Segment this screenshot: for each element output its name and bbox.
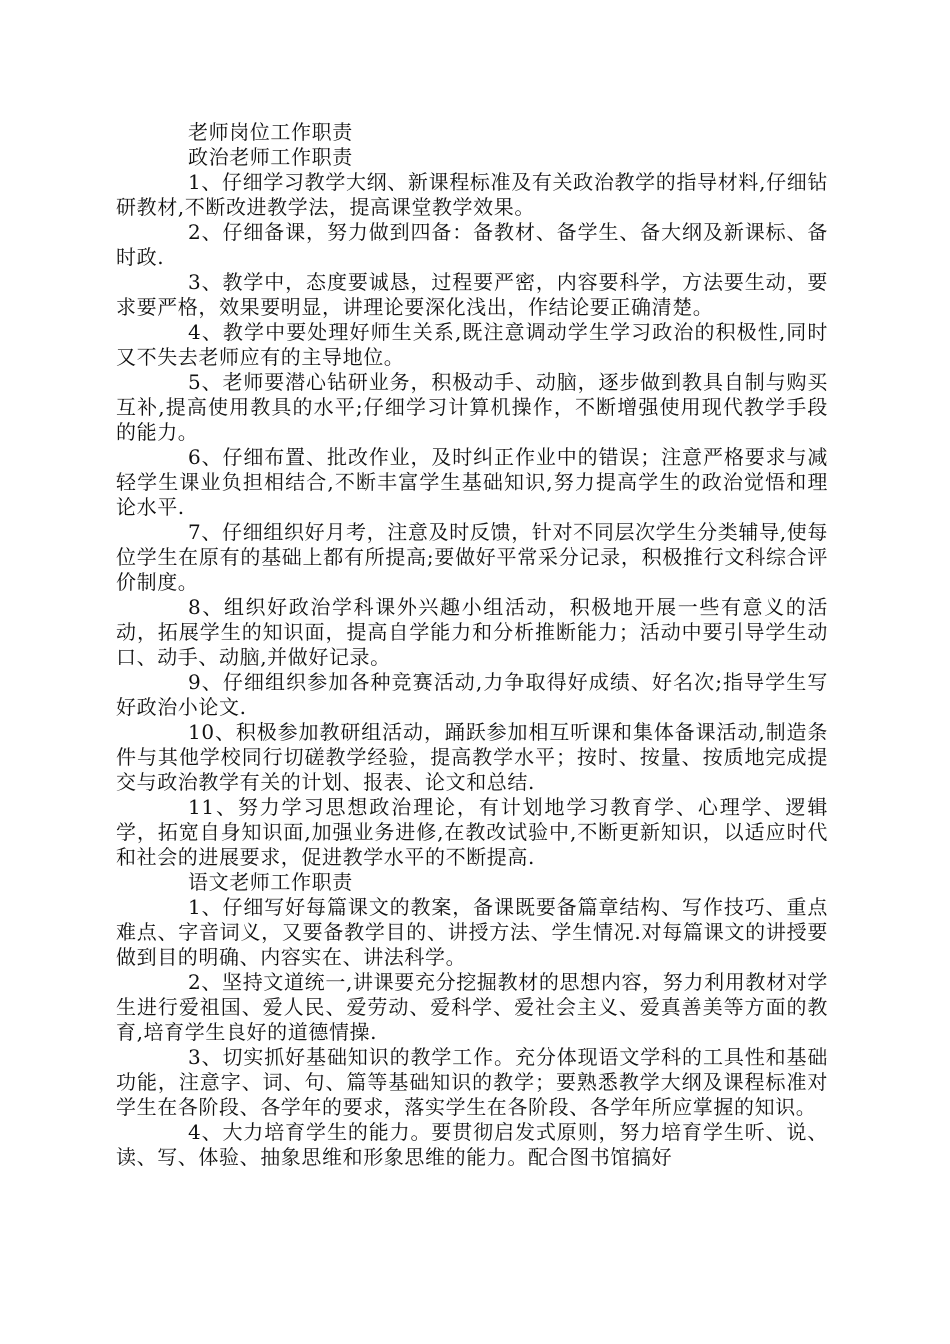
document-title: 老师岗位工作职责 — [188, 120, 353, 144]
politics-item-1: 1、仔细学习教学大纲、新课程标准及有关政治教学的指导材料,仔细钻研教材,不断改进教学法，提高课堂教学效果。 — [116, 170, 828, 219]
chinese-heading: 语文老师工作职责 — [188, 870, 353, 894]
politics-item-10: 10、积极参加教研组活动，踊跃参加相互听课和集体备课活动,制造条件与其他学校同行切磋教学经验，提高教学水平；按时、按量、按质地完成提交与政治教学有关的计划、报表、论文和总结. — [116, 720, 828, 794]
document-body — [116, 120, 828, 1170]
politics-item-3: 3、教学中，态度要诚恳，过程要严密，内容要科学，方法要生动，要求要严格，效果要明显，讲理论要深化浅出，作结论要正确清楚。 — [116, 270, 828, 319]
chinese-item-1: 1、仔细写好每篇课文的教案，备课既要备篇章结构、写作技巧、重点难点、字音词义，又要备教学目的、讲授方法、学生情况.对每篇课文的讲授要做到目的明确、内容实在、讲法科学。 — [116, 895, 828, 969]
politics-heading: 政治老师工作职责 — [188, 145, 353, 169]
chinese-item-2: 2、坚持文道统一,讲课要充分挖掘教材的思想内容，努力利用教材对学生进行爱祖国、爱人民、爱劳动、爱科学、爱社会主义、爱真善美等方面的教育,培育学生良好的道德情操. — [116, 970, 828, 1044]
politics-item-7: 7、仔细组织好月考，注意及时反馈，针对不同层次学生分类辅导,使每位学生在原有的基础上都有所提高;要做好平常采分记录，积极推行文科综合评价制度。 — [116, 520, 828, 594]
politics-item-11: 11、努力学习思想政治理论，有计划地学习教育学、心理学、逻辑学，拓宽自身知识面,加强业务进修,在教改试验中,不断更新知识，以适应时代和社会的进展要求，促进教学水平的不断提高. — [116, 795, 828, 869]
politics-item-6: 6、仔细布置、批改作业，及时纠正作业中的错误；注意严格要求与减轻学生课业负担相结合,不断丰富学生基础知识,努力提高学生的政治觉悟和理论水平. — [116, 445, 828, 519]
politics-item-4: 4、教学中要处理好师生关系,既注意调动学生学习政治的积极性,同时又不失去老师应有的主导地位。 — [116, 320, 828, 369]
politics-item-5: 5、老师要潜心钻研业务，积极动手、动脑，逐步做到教具自制与购买互补,提高使用教具的水平;仔细学习计算机操作，不断增强使用现代教学手段的能力。 — [116, 370, 828, 444]
chinese-item-4: 4、大力培育学生的能力。要贯彻启发式原则，努力培育学生听、说、读、写、体验、抽象思维和形象思维的能力。配合图书馆搞好 — [116, 1120, 828, 1169]
chinese-item-3: 3、切实抓好基础知识的教学工作。充分体现语文学科的工具性和基础功能，注意字、词、句、篇等基础知识的教学；要熟悉教学大纲及课程标准对学生在各阶段、各学年的要求，落实学生在各阶段、各学年所应掌握的知识。 — [116, 1045, 828, 1119]
politics-item-8: 8、组织好政治学科课外兴趣小组活动，积极地开展一些有意义的活动，拓展学生的知识面，提高自学能力和分析推断能力；活动中要引导学生动口、动手、动脑,并做好记录。 — [116, 595, 828, 669]
politics-item-9: 9、仔细组织参加各种竞赛活动,力争取得好成绩、好名次;指导学生写好政治小论文. — [116, 670, 828, 719]
politics-item-2: 2、仔细备课，努力做到四备：备教材、备学生、备大纲及新课标、备时政. — [116, 220, 828, 269]
